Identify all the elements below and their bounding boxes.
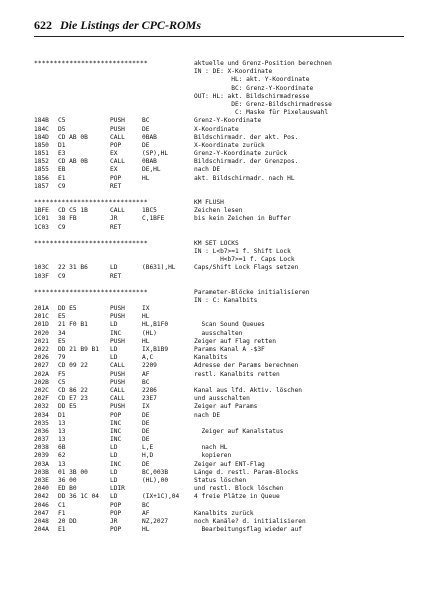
opcode-bytes: C1 xyxy=(58,501,66,509)
code-line xyxy=(34,362,418,370)
comment: IN : DE: X-Koordinate xyxy=(194,68,273,76)
comment: HL: akt. Y-Koordinate xyxy=(194,76,310,84)
code-line xyxy=(34,354,418,362)
opcode-bytes: 36 00 xyxy=(58,477,77,484)
comment: H<b7>=1 f. Caps Lock xyxy=(194,256,295,264)
opcode-bytes: C9 xyxy=(58,182,66,190)
code-line xyxy=(34,428,418,436)
section-gap xyxy=(34,191,418,199)
opcode-bytes: D5 xyxy=(58,125,66,133)
operand: HL xyxy=(142,526,150,534)
operand: 1BC5 xyxy=(142,207,157,215)
address: 201D xyxy=(34,321,49,329)
mnemonic: PUSH xyxy=(110,305,125,313)
opcode-bytes: F5 xyxy=(58,370,66,378)
operand: BC xyxy=(142,501,150,509)
operand: (IX+1C),04 xyxy=(142,493,180,501)
opcode-bytes: C9 xyxy=(58,272,66,280)
mnemonic: LD xyxy=(110,477,118,484)
code-line xyxy=(34,461,418,469)
mnemonic: LD xyxy=(110,346,118,353)
comment-line xyxy=(34,256,418,264)
opcode-bytes: 20 DD xyxy=(58,517,77,525)
comment: Zeichen lesen xyxy=(194,207,243,215)
comment: und ausschalten xyxy=(194,395,250,403)
mnemonic: JR xyxy=(110,517,118,525)
code-line xyxy=(34,321,418,329)
code-line xyxy=(34,166,418,174)
comment: IN : C: Kanalbits xyxy=(194,296,258,304)
opcode-bytes: C9 xyxy=(58,223,66,231)
address: 202A xyxy=(34,370,49,378)
mnemonic: POP xyxy=(110,411,122,419)
operand: H,D xyxy=(142,452,154,460)
opcode-bytes: DD 36 1C 04 xyxy=(58,493,99,501)
comment: BC: Grenz-Y-Koordinate xyxy=(194,84,314,92)
separator-stars: ***************************** xyxy=(34,239,148,247)
mnemonic: CALL xyxy=(110,386,125,394)
operand: HL xyxy=(142,337,150,345)
code-line xyxy=(34,224,418,232)
operand: IX xyxy=(142,403,150,411)
separator-stars: ***************************** xyxy=(34,288,148,296)
operand: DE xyxy=(142,125,150,133)
code-line xyxy=(34,330,418,338)
opcode-bytes: E1 xyxy=(58,174,66,182)
code-line xyxy=(34,510,418,518)
operand: DE xyxy=(142,427,150,435)
address: 201A xyxy=(34,305,49,313)
code-line xyxy=(34,420,418,428)
opcode-bytes: CD 09 22 xyxy=(58,362,88,370)
comment: Zeiger auf ENT-Flag xyxy=(194,460,265,468)
opcode-bytes: 13 xyxy=(58,460,66,468)
mnemonic: PUSH xyxy=(110,378,125,386)
address: 203E xyxy=(34,477,49,484)
address: 2048 xyxy=(34,517,49,525)
mnemonic: POP xyxy=(110,526,122,534)
separator-stars: ***************************** xyxy=(34,199,148,206)
operand: 2286 xyxy=(142,386,157,394)
address: 2037 xyxy=(34,436,49,444)
opcode-bytes: 22 31 B6 xyxy=(58,264,88,272)
operand: HL xyxy=(142,174,150,182)
opcode-bytes: DD E5 xyxy=(58,305,77,313)
opcode-bytes: 38 FB xyxy=(58,215,77,223)
comment: Zeiger auf Kanalstatus xyxy=(194,427,284,435)
opcode-bytes: E5 xyxy=(58,313,66,321)
comment: 4 freie Plätze in Queue xyxy=(194,493,280,501)
comment: Status löschen xyxy=(194,477,247,484)
comment: kopieren xyxy=(194,452,232,460)
operand: 0BAB xyxy=(142,158,157,166)
opcode-bytes: DD E5 xyxy=(58,403,77,411)
assembly-listing xyxy=(34,60,418,534)
operand: DE xyxy=(142,411,150,419)
mnemonic: LDIR xyxy=(110,485,125,493)
comment: Zeiger auf Params xyxy=(194,403,258,411)
operand: (HL) xyxy=(142,329,157,337)
operand: DE,HL xyxy=(142,166,161,174)
address: 184C xyxy=(34,125,49,133)
code-line xyxy=(34,305,418,313)
comment: Adresse der Params berechnen xyxy=(194,362,299,370)
opcode-bytes: ED B0 xyxy=(58,485,77,493)
code-line xyxy=(34,477,418,485)
mnemonic: EX xyxy=(110,150,118,158)
code-line xyxy=(34,485,418,493)
operand: DE xyxy=(142,141,150,149)
code-line xyxy=(34,469,418,477)
address: 2021 xyxy=(34,337,49,345)
address: 2032 xyxy=(34,403,49,411)
code-line xyxy=(34,313,418,321)
comment-line xyxy=(34,109,418,117)
address: 184D xyxy=(34,133,49,141)
address: 2039 xyxy=(34,452,49,460)
address: 184B xyxy=(34,117,49,125)
address: 2038 xyxy=(34,444,49,452)
mnemonic: EX xyxy=(110,166,118,174)
operand: AF xyxy=(142,370,150,378)
operand: IX,B1B9 xyxy=(142,346,169,353)
opcode-bytes: D1 xyxy=(58,141,66,149)
address: 2035 xyxy=(34,419,49,427)
operand: HL xyxy=(142,313,150,321)
comment-line xyxy=(34,93,418,101)
comment: Bearbeitungsflag wieder auf xyxy=(194,526,303,534)
mnemonic: JR xyxy=(110,215,118,223)
opcode-bytes: CD C5 1B xyxy=(58,207,88,215)
opcode-bytes: E3 xyxy=(58,150,66,158)
address: 2034 xyxy=(34,411,49,419)
code-line xyxy=(34,117,418,125)
opcode-bytes: 34 xyxy=(58,329,66,337)
mnemonic: PUSH xyxy=(110,337,125,345)
opcode-bytes: 13 xyxy=(58,427,66,435)
code-line xyxy=(34,379,418,387)
opcode-bytes: E5 xyxy=(58,337,66,345)
mnemonic: CALL xyxy=(110,133,125,141)
operand: NZ,2027 xyxy=(142,517,169,525)
code-line xyxy=(34,518,418,526)
code-line xyxy=(34,493,418,501)
comment: Bildschirmadr. der akt. Pos. xyxy=(194,133,299,141)
comment: bis kein Zeichen in Buffer xyxy=(194,215,291,223)
address: 2042 xyxy=(34,493,49,501)
comment: Caps/Shift Lock Flags setzen xyxy=(194,264,299,272)
operand: L,E xyxy=(142,444,154,452)
opcode-bytes: 01 3B 00 xyxy=(58,468,88,476)
comment: C: Maske für Pixelauswahl xyxy=(194,109,329,117)
operand: BC,003B xyxy=(142,468,169,476)
comment: Länge d. restl. Param-Blocks xyxy=(194,468,299,476)
mnemonic: CALL xyxy=(110,395,125,403)
comment: KM SET LOCKS xyxy=(194,239,239,247)
comment: ausschalten xyxy=(194,329,243,337)
operand: C,1BFE xyxy=(142,215,165,223)
page-header xyxy=(34,18,404,37)
code-line xyxy=(34,502,418,510)
mnemonic: POP xyxy=(110,174,122,182)
operand: (B631),HL xyxy=(142,264,176,272)
code-line xyxy=(34,142,418,150)
comment: noch Kanäle? d. initialisieren xyxy=(194,517,306,525)
address: 202C xyxy=(34,386,49,394)
mnemonic: CALL xyxy=(110,207,125,215)
operand: 2209 xyxy=(142,362,157,370)
code-line xyxy=(34,175,418,183)
code-line xyxy=(34,150,418,158)
comment: akt. Bildschirmadr. nach HL xyxy=(194,174,295,182)
address: 1BFE xyxy=(34,207,49,215)
opcode-bytes: 13 xyxy=(58,419,66,427)
operand: BC xyxy=(142,117,150,125)
mnemonic: INC xyxy=(110,419,122,427)
mnemonic: INC xyxy=(110,436,122,444)
address: 201C xyxy=(34,313,49,321)
comment: Bildschirmadr. der Grenzpos. xyxy=(194,158,299,166)
operand: A,C xyxy=(142,354,154,362)
comment: X-Koordinate zurück xyxy=(194,141,265,149)
opcode-bytes: C5 xyxy=(58,117,66,125)
address: 1852 xyxy=(34,158,49,166)
code-line xyxy=(34,371,418,379)
code-line xyxy=(34,412,418,420)
comment: X-Koordinate xyxy=(194,125,239,133)
mnemonic: LD xyxy=(110,321,118,329)
comment: Zeiger auf Flag retten xyxy=(194,337,276,345)
page-number: 622 xyxy=(34,18,52,32)
operand: BC xyxy=(142,378,150,386)
opcode-bytes: F1 xyxy=(58,509,66,517)
mnemonic: RET xyxy=(110,272,122,280)
address: 2040 xyxy=(34,485,49,493)
section-heading-row xyxy=(34,60,418,68)
code-line xyxy=(34,436,418,444)
address: 2020 xyxy=(34,329,49,337)
opcode-bytes: CD E7 23 xyxy=(58,395,88,403)
operand: IX xyxy=(142,305,150,313)
address: 2046 xyxy=(34,501,49,509)
mnemonic: CALL xyxy=(110,362,125,370)
comment-line xyxy=(34,76,418,84)
opcode-bytes: CD AB 0B xyxy=(58,158,88,166)
mnemonic: PUSH xyxy=(110,117,125,125)
comment: Kanalbits xyxy=(194,354,228,362)
code-line xyxy=(34,273,418,281)
opcode-bytes: C5 xyxy=(58,378,66,386)
address: 202F xyxy=(34,395,49,403)
comment: Scan Sound Queues xyxy=(194,321,265,329)
opcode-bytes: E1 xyxy=(58,526,66,534)
mnemonic: PUSH xyxy=(110,403,125,411)
opcode-bytes: 62 xyxy=(58,452,66,460)
section-heading-row xyxy=(34,289,418,297)
comment: OUT: HL: akt. Bildschirmadresse xyxy=(194,92,310,100)
code-line xyxy=(34,387,418,395)
comment: IN : L<b7>=1 f. Shift Lock xyxy=(194,247,291,255)
operand: (SP),HL xyxy=(142,150,169,158)
address: 1857 xyxy=(34,182,49,190)
address: 203A xyxy=(34,460,49,468)
address: 203B xyxy=(34,468,49,476)
mnemonic: POP xyxy=(110,509,122,517)
comment: nach DE xyxy=(194,411,221,419)
operand: 0BAB xyxy=(142,133,157,141)
mnemonic: PUSH xyxy=(110,313,125,321)
comment: Grenz-Y-Koordinate xyxy=(194,117,262,125)
mnemonic: LD xyxy=(110,493,118,501)
code-line xyxy=(34,264,418,272)
opcode-bytes: 21 F0 B1 xyxy=(58,321,88,329)
code-line xyxy=(34,444,418,452)
comment: DE: Grenz-Bildschirmadresse xyxy=(194,100,332,108)
comment: Params Kanal A -$3F xyxy=(194,346,265,353)
operand: (HL),00 xyxy=(142,477,169,484)
comment: aktuelle und Grenz-Position berechnen xyxy=(194,60,332,67)
address: 2026 xyxy=(34,354,49,362)
mnemonic: LD xyxy=(110,354,118,362)
comment-line xyxy=(34,297,418,305)
comment-line xyxy=(34,68,418,76)
address: 1856 xyxy=(34,174,49,182)
opcode-bytes: 13 xyxy=(58,436,66,444)
mnemonic: POP xyxy=(110,501,122,509)
comment: Parameter-Blöcke initialisieren xyxy=(194,288,310,296)
address: 1851 xyxy=(34,150,49,158)
address: 2027 xyxy=(34,362,49,370)
address: 1C03 xyxy=(34,223,49,231)
section-heading-row xyxy=(34,240,418,248)
address: 204A xyxy=(34,526,49,534)
address: 1C01 xyxy=(34,215,49,223)
code-line xyxy=(34,452,418,460)
section-heading-row xyxy=(34,199,418,207)
address: 1850 xyxy=(34,141,49,149)
comment: Kanalbits zurück xyxy=(194,509,254,517)
comment: nach HL xyxy=(194,444,228,452)
mnemonic: CALL xyxy=(110,158,125,166)
comment: KM FLUSH xyxy=(194,199,224,206)
comment: Kanal aus lfd. Aktiv. löschen xyxy=(194,386,303,394)
section-gap xyxy=(34,281,418,289)
opcode-bytes: 79 xyxy=(58,354,66,362)
comment-line xyxy=(34,101,418,109)
comment: Grenz-Y-Koordinate zurück xyxy=(194,150,288,158)
code-line xyxy=(34,403,418,411)
opcode-bytes: 6B xyxy=(58,444,66,452)
opcode-bytes: CD 86 22 xyxy=(58,386,88,394)
code-line xyxy=(34,183,418,191)
code-line xyxy=(34,338,418,346)
operand: AF xyxy=(142,509,150,517)
code-line xyxy=(34,134,418,142)
code-line xyxy=(34,526,418,534)
operand: DE xyxy=(142,419,150,427)
operand: DE xyxy=(142,436,150,444)
mnemonic: INC xyxy=(110,329,122,337)
mnemonic: INC xyxy=(110,427,122,435)
comment: restl. Kanalbits retten xyxy=(194,370,280,378)
comment-line xyxy=(34,248,418,256)
address: 2047 xyxy=(34,509,49,517)
mnemonic: INC xyxy=(110,460,122,468)
mnemonic: RET xyxy=(110,182,122,190)
comment: nach DE xyxy=(194,166,221,174)
mnemonic: PUSH xyxy=(110,125,125,133)
page-title: Die Listings der CPC-ROMs xyxy=(60,18,202,32)
code-line xyxy=(34,158,418,166)
code-line xyxy=(34,346,418,354)
separator-stars: ***************************** xyxy=(34,60,148,67)
operand: HL,B1F0 xyxy=(142,321,169,329)
mnemonic: LD xyxy=(110,444,118,452)
opcode-bytes: EB xyxy=(58,166,66,174)
section-gap xyxy=(34,232,418,240)
comment-line xyxy=(34,85,418,93)
code-line xyxy=(34,207,418,215)
code-line xyxy=(34,126,418,134)
mnemonic: POP xyxy=(110,141,122,149)
opcode-bytes: DD 21 B9 B1 xyxy=(58,346,99,353)
operand: DE xyxy=(142,460,150,468)
comment: und restl. Block löschen xyxy=(194,485,284,493)
code-line xyxy=(34,215,418,223)
mnemonic: LD xyxy=(110,452,118,460)
mnemonic: LD xyxy=(110,468,118,476)
code-line xyxy=(34,395,418,403)
opcode-bytes: CD AB 0B xyxy=(58,133,88,141)
opcode-bytes: D1 xyxy=(58,411,66,419)
address: 103C xyxy=(34,264,49,272)
mnemonic: LD xyxy=(110,264,118,272)
address: 2022 xyxy=(34,346,49,353)
mnemonic: RET xyxy=(110,223,122,231)
operand: 23E7 xyxy=(142,395,157,403)
address: 1855 xyxy=(34,166,49,174)
mnemonic: PUSH xyxy=(110,370,125,378)
address: 2036 xyxy=(34,427,49,435)
address: 202B xyxy=(34,378,49,386)
address: 103F xyxy=(34,272,49,280)
